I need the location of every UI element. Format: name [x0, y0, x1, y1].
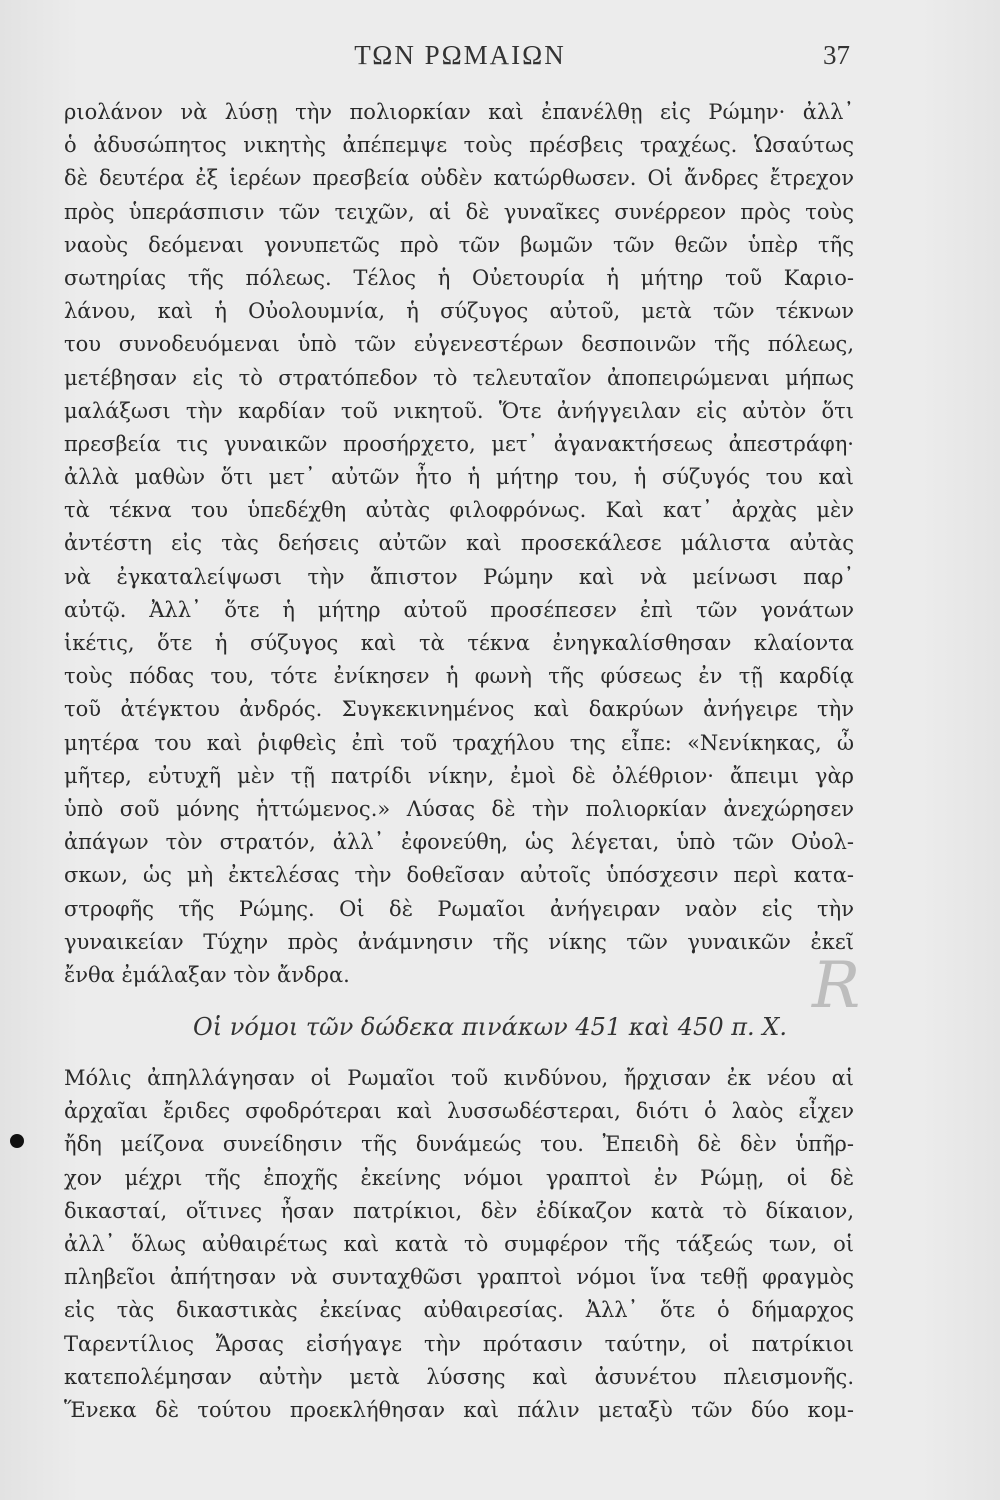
- text-line: ἤδη μείζονα συνείδησιν τῆς δυνάμεώς του. Ἐπειδὴ δὲ δὲν ὑπῆρ-: [64, 1132, 854, 1157]
- text-line: εἰς τὰς δικαστικὰς ἐκείνας αὐθαιρεσίας. Ἀλλ᾽ ὅτε ὁ δήμαρχος: [64, 1298, 854, 1323]
- paragraph-1: [64, 96, 854, 992]
- text-line: ἱκέτις, ὅτε ἡ σύζυγος καὶ τὰ τέκνα ἐνηγκαλίσθησαν κλαίοντα: [64, 631, 854, 655]
- text-line: πρεσβεία τις γυναικῶν προσήρχετο, μετ᾽ ἀγανακτήσεως ἀπεστράφη·: [64, 431, 854, 456]
- text-line: ἀντέστη εἰς τὰς δεήσεις αὐτῶν καὶ προσεκάλεσε μάλιστα αὐτὰς: [64, 531, 854, 556]
- text-line: ἀλλ᾽ ὅλως αὐθαιρέτως καὶ κατὰ τὸ συμφέρον τῆς τάξεώς των, οἱ: [64, 1231, 854, 1256]
- pencil-mark-icon: R: [812, 949, 861, 1023]
- text-line: νὰ ἐγκαταλείψωσι τὴν ἄπιστον Ρώμην καὶ νὰ μείνωσι παρ᾽: [64, 564, 854, 589]
- ink-dot-icon: [10, 1134, 24, 1148]
- page-number: 37: [823, 40, 850, 70]
- text-line: πληβεῖοι ἀπήτησαν νὰ συνταχθῶσι γραπτοὶ νόμοι ἵνα τεθῇ φραγμὸς: [64, 1265, 854, 1290]
- text-line: χον μέχρι τῆς ἐποχῆς ἐκείνης νόμοι γραπτοὶ ἐν Ρώμῃ, οἱ δὲ: [64, 1165, 854, 1190]
- text-line: γυναικείαν Τύχην πρὸς ἀνάμνησιν τῆς νίκης τῶν γυναικῶν ἐκεῖ: [64, 929, 854, 954]
- text-line: ἔνθα ἐμάλαξαν τὸν ἄνδρα.: [64, 962, 350, 987]
- text-line: ὑπὸ σοῦ μόνης ἡττώμενος.» Λύσας δὲ τὴν πολιορκίαν ἀνεχώρησεν: [64, 796, 854, 821]
- text-line: μητέρα του καὶ ῥιφθεὶς ἐπὶ τοῦ τραχήλου της εἶπε: «Νενίκηκας, ὦ: [64, 730, 854, 755]
- text-line: στροφῆς τῆς Ρώμης. Οἱ δὲ Ρωμαῖοι ἀνήγειραν ναὸν εἰς τὴν: [64, 896, 854, 921]
- text-line: ἀρχαῖαι ἔριδες σφοδρότεραι καὶ λυσσωδέστεραι, διότι ὁ λαὸς εἶχεν: [64, 1099, 854, 1124]
- text-line: Μόλις ἀπηλλάγησαν οἱ Ρωμαῖοι τοῦ κινδύνου, ἤρχισαν ἐκ νέου αἱ: [64, 1066, 854, 1090]
- text-line: πρὸς ὑπεράσπισιν τῶν τειχῶν, αἱ δὲ γυναῖκες συνέρρεον πρὸς τοὺς: [64, 199, 854, 224]
- text-line: ἀλλὰ μαθὼν ὅτι μετ᾽ αὐτῶν ἦτο ἡ μήτηρ του, ἡ σύζυγός του καὶ: [64, 465, 854, 490]
- paragraph-2: [64, 1062, 854, 1427]
- text-line: λάνου, καὶ ἡ Οὐολουμνία, ἡ σύζυγος αὐτοῦ, μετὰ τῶν τέκνων: [64, 299, 854, 324]
- text-line: τὰ τέκνα του ὑπεδέχθη αὐτὰς φιλοφρόνως. Καὶ κατ᾽ ἀρχὰς μὲν: [64, 498, 854, 523]
- text-line: Ἕνεκα δὲ τούτου προεκλήθησαν καὶ πάλιν μεταξὺ τῶν δύο κομ-: [64, 1397, 854, 1422]
- text-line: σωτηρίας τῆς πόλεως. Τέλος ἡ Οὐετουρία ἡ μήτηρ τοῦ Καριο-: [64, 265, 854, 290]
- running-head: ΤΩΝ ΡΩΜΑΙΩΝ: [354, 40, 566, 70]
- text-line: του συνοδευόμεναι ὑπὸ τῶν εὐγενεστέρων δεσποινῶν τῆς πόλεως,: [64, 332, 854, 357]
- text-line: αὐτῷ. Ἀλλ᾽ ὅτε ἡ μήτηρ αὐτοῦ προσέπεσεν ἐπὶ τῶν γονάτων: [64, 597, 854, 622]
- text-line: ὁ ἀδυσώπητος νικητὴς ἀπέπεμψε τοὺς πρέσβεις τραχέως. Ὡσαύτως: [64, 133, 854, 158]
- text-line: μαλάξωσι τὴν καρδίαν τοῦ νικητοῦ. Ὅτε ἀνήγγειλαν εἰς αὐτὸν ὅτι: [64, 398, 854, 423]
- text-line: δικασταί, οἵτινες ἦσαν πατρίκιοι, δὲν ἐδίκαζον κατὰ τὸ δίκαιον,: [64, 1198, 854, 1223]
- text-line: κατεπολέμησαν αὐτὴν μετὰ λύσσης καὶ ἀσυνέτου πλεισμονῆς.: [64, 1364, 854, 1389]
- text-line: τοὺς πόδας του, τότε ἐνίκησεν ἡ φωνὴ τῆς φύσεως ἐν τῇ καρδίᾳ: [64, 664, 854, 689]
- text-line: ριολάνον νὰ λύσῃ τὴν πολιορκίαν καὶ ἐπανέλθῃ εἰς Ρώμην· ἀλλ᾽: [64, 100, 854, 124]
- text-line: σκων, ὡς μὴ ἐκτελέσας τὴν δοθεῖσαν αὐτοῖς ὑπόσχεσιν περὶ κατα-: [64, 863, 854, 888]
- text-line: Ταρεντίλιος Ἄρσας εἰσήγαγε τὴν πρότασιν ταύτην, οἱ πατρίκιοι: [64, 1331, 854, 1356]
- text-line: τοῦ ἀτέγκτου ἀνδρός. Συγκεκινημένος καὶ δακρύων ἀνήγειρε τὴν: [64, 697, 854, 722]
- text-line: μῆτερ, εὐτυχῆ μὲν τῇ πατρίδι νίκην, ἐμοὶ δὲ ὀλέθριον· ἄπειμι γὰρ: [64, 763, 854, 788]
- text-line: ἀπάγων τὸν στρατόν, ἀλλ᾽ ἐφονεύθη, ὡς λέγεται, ὑπὸ τῶν Οὐολ-: [64, 830, 854, 855]
- text-line: μετέβησαν εἰς τὸ στρατόπεδον τὸ τελευταῖον ἀποπειρώμεναι μήπως: [64, 365, 854, 390]
- text-line: δὲ δευτέρα ἐξ ἱερέων πρεσβεία οὐδὲν κατώρθωσεν. Οἱ ἄνδρες ἔτρεχον: [64, 166, 854, 191]
- text-line: ναοὺς δεόμεναι γονυπετῶς πρὸ τῶν βωμῶν τῶν θεῶν ὑπὲρ τῆς: [64, 232, 854, 257]
- section-title: Οἱ νόμοι τῶν δώδεκα πινάκων 451 καὶ 450 π. Χ.: [193, 1013, 787, 1041]
